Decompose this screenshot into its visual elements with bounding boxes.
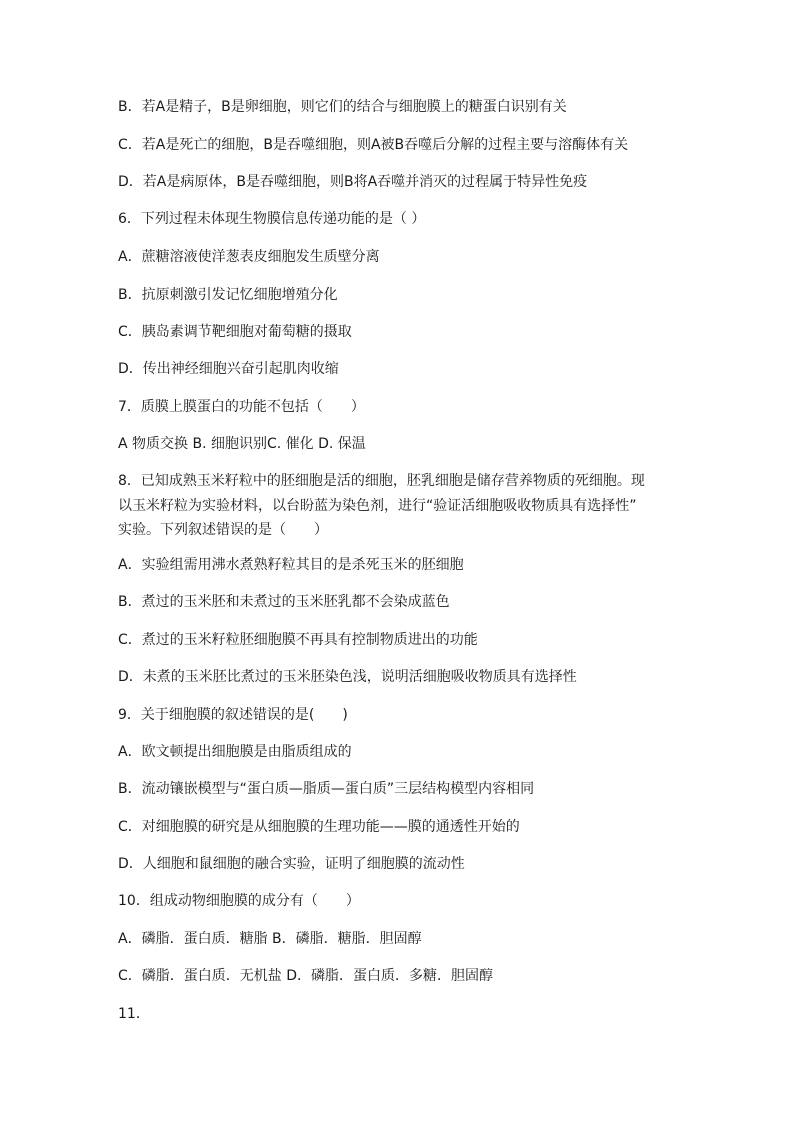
- options-7: A 物质交换 B. 细胞识别C. 催化 D. 保温: [118, 436, 366, 452]
- option-8b: B．煮过的玉米胚和未煮过的玉米胚乳都不会染成蓝色: [118, 594, 450, 610]
- option-9b: B．流动镶嵌模型与“蛋白质—脂质—蛋白质”三层结构模型内容相同: [118, 781, 535, 797]
- question-8-l1: 8．已知成熟玉米籽粒中的胚细胞是活的细胞，胚乳细胞是储存营养物质的死细胞。现: [118, 473, 645, 489]
- option-8a: A．实验组需用沸水煮熟籽粒其目的是杀死玉米的胚细胞: [118, 557, 464, 573]
- option-8c: C．煮过的玉米籽粒胚细胞膜不再具有控制物质进出的功能: [118, 632, 478, 648]
- option-9a: A．欧文顿提出细胞膜是由脂质组成的: [118, 744, 352, 760]
- question-7: 7．质膜上膜蛋白的功能不包括（ ）: [118, 399, 365, 415]
- option-6c: C．胰岛素调节靶细胞对葡萄糖的摄取: [118, 324, 352, 340]
- options-10-cd: C．磷脂．蛋白质．无机盐 D．磷脂．蛋白质．多糖．胆固醇: [118, 968, 494, 984]
- question-10: 10．组成动物细胞膜的成分有（ ）: [118, 893, 360, 909]
- question-6: 6．下列过程未体现生物膜信息传递功能的是（ ）: [118, 211, 426, 227]
- option-5d: D．若A是病原体，B是吞噬细胞，则B将A吞噬并消灭的过程属于特异性免疫: [118, 174, 588, 190]
- option-5b: B．若A是精子，B是卵细胞，则它们的结合与细胞膜上的糖蛋白识别有关: [118, 99, 567, 115]
- question-11: 11．: [118, 1006, 150, 1022]
- question-8-l2: 以玉米籽粒为实验材料，以台盼蓝为染色剂，进行“验证活细胞吸收物质具有选择性”: [118, 498, 637, 514]
- option-6d: D．传出神经细胞兴奋引起肌肉收缩: [118, 361, 339, 377]
- option-8d: D．未煮的玉米胚比煮过的玉米胚染色浅，说明活细胞吸收物质具有选择性: [118, 669, 577, 685]
- options-10-ab: A．磷脂．蛋白质．糖脂 B．磷脂．糖脂．胆固醇: [118, 931, 422, 947]
- option-9d: D．人细胞和鼠细胞的融合实验，证明了细胞膜的流动性: [118, 856, 465, 872]
- option-6b: B．抗原刺激引发记忆细胞增殖分化: [118, 287, 338, 303]
- option-6a: A．蔗糖溶液使洋葱表皮细胞发生质壁分离: [118, 249, 380, 265]
- option-9c: C．对细胞膜的研究是从细胞膜的生理功能——膜的通透性开始的: [118, 819, 520, 835]
- option-5c: C．若A是死亡的细胞，B是吞噬细胞，则A被B吞噬后分解的过程主要与溶酶体有关: [118, 137, 629, 153]
- question-9: 9．关于细胞膜的叙述错误的是( ): [118, 707, 348, 723]
- question-8-l3: 实验。下列叙述错误的是（ ）: [118, 522, 328, 538]
